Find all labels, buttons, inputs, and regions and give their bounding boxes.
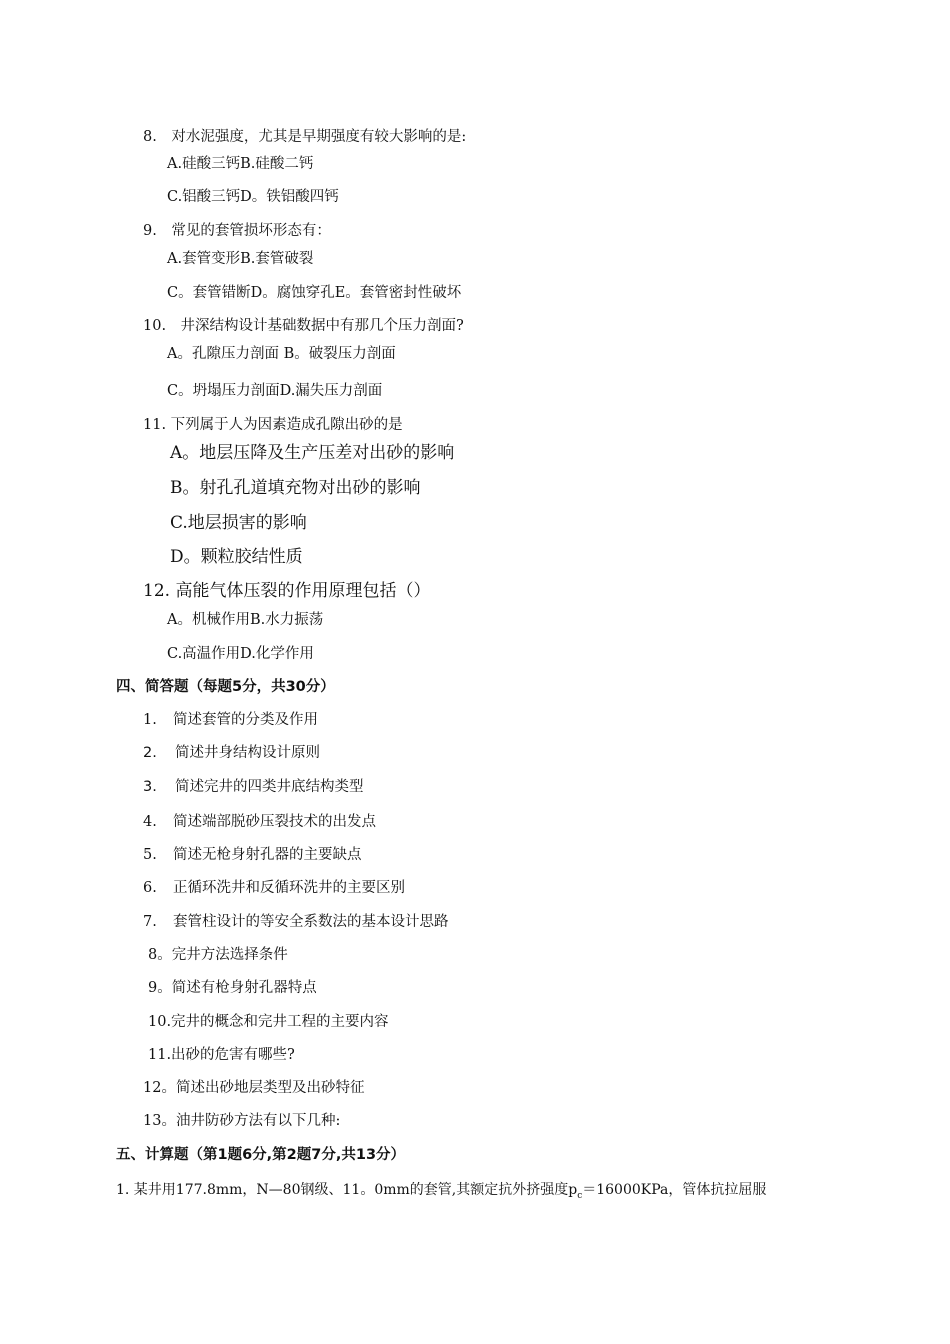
item-text: 简述套管的分类及作用 — [173, 712, 318, 728]
section4-item-8: 8。完井方法选择条件 — [148, 947, 288, 963]
question-text-part1: 1. 某井用177.8mm，N—80钢级、11。0mm的套管,其额定抗外挤强度p — [116, 1182, 578, 1198]
q11-option-a: A。地层压降及生产压差对出砂的影响 — [170, 443, 455, 463]
question-text-part2: ＝16000KPa，管体抗拉屈服 — [582, 1182, 767, 1198]
section4-item — [143, 845, 362, 865]
q12-stem: 12. 高能气体压裂的作用原理包括（） — [143, 581, 431, 601]
q11-option-b: B。射孔孔道填充物对出砂的影响 — [170, 478, 421, 498]
item-text: 套管柱设计的等安全系数法的基本设计思路 — [173, 914, 449, 930]
item-number: 7. — [143, 914, 157, 930]
q9-options-ab: A.套管变形B.套管破裂 — [167, 251, 314, 267]
item-number: 6. — [143, 880, 157, 896]
q12-options-ab: A。机械作用B.水力振荡 — [167, 612, 324, 628]
section4-item-11: 11.出砂的危害有哪些? — [148, 1047, 295, 1063]
q11-option-c: C.地层损害的影响 — [170, 513, 307, 533]
q12-options-cd: C.高温作用D.化学作用 — [167, 646, 314, 662]
section4-item — [143, 812, 376, 832]
q10-options-ab: A。孔隙压力剖面 B。破裂压力剖面 — [167, 346, 396, 362]
q8-options-cd: C.铝酸三钙D。铁铝酸四钙 — [167, 189, 339, 205]
item-number: 5. — [143, 847, 157, 863]
item-number: 1. — [143, 712, 157, 728]
section4-item-9: 9。简述有枪身射孔器特点 — [148, 980, 317, 996]
section4-item-13: 13。油井防砂方法有以下几种: — [143, 1113, 341, 1129]
q11-stem: 11. 下列属于人为因素造成孔隙出砂的是 — [143, 417, 403, 433]
item-number: 4. — [143, 814, 157, 830]
section4-item — [143, 878, 405, 898]
item-text: 简述无枪身射孔器的主要缺点 — [173, 847, 362, 863]
q8-options-ab: A.硅酸三钙B.硅酸二钙 — [167, 156, 314, 172]
section5-question-1 — [116, 1180, 766, 1206]
q10-stem: 10. 井深结构设计基础数据中有那几个压力剖面? — [143, 318, 464, 334]
q9-stem: 9. 常见的套管损坏形态有： — [143, 223, 331, 239]
item-text: 正循环洗井和反循环洗井的主要区别 — [173, 880, 405, 896]
item-text: 简述端部脱砂压裂技术的出发点 — [173, 814, 376, 830]
q10-options-cd: C。坍塌压力剖面D.漏失压力剖面 — [167, 383, 383, 399]
section4-item-12: 12。简述出砂地层类型及出砂特征 — [143, 1080, 365, 1096]
section4-item — [143, 777, 364, 797]
section4-item — [143, 743, 320, 763]
item-text: 简述完井的四类井底结构类型 — [175, 779, 364, 795]
section4-item-10: 10.完井的概念和完井工程的主要内容 — [148, 1014, 389, 1030]
item-number: 2. — [143, 745, 157, 761]
section5-heading: 五、计算题（第1题6分,第2题7分,共13分） — [116, 1147, 406, 1163]
section4-item — [143, 710, 318, 730]
q11-option-d: D。颗粒胶结性质 — [170, 547, 303, 567]
section4-heading: 四、简答题（每题5分，共30分） — [116, 679, 335, 695]
q8-stem: 8. 对水泥强度，尤其是早期强度有较大影响的是: — [143, 129, 467, 145]
subscript-c: c — [577, 1190, 583, 1201]
item-text: 简述井身结构设计原则 — [175, 745, 320, 761]
item-number: 3. — [143, 779, 157, 795]
q9-options-cde: C。套管错断D。腐蚀穿孔E。套管密封性破坏 — [167, 285, 462, 301]
section4-item — [143, 912, 449, 932]
